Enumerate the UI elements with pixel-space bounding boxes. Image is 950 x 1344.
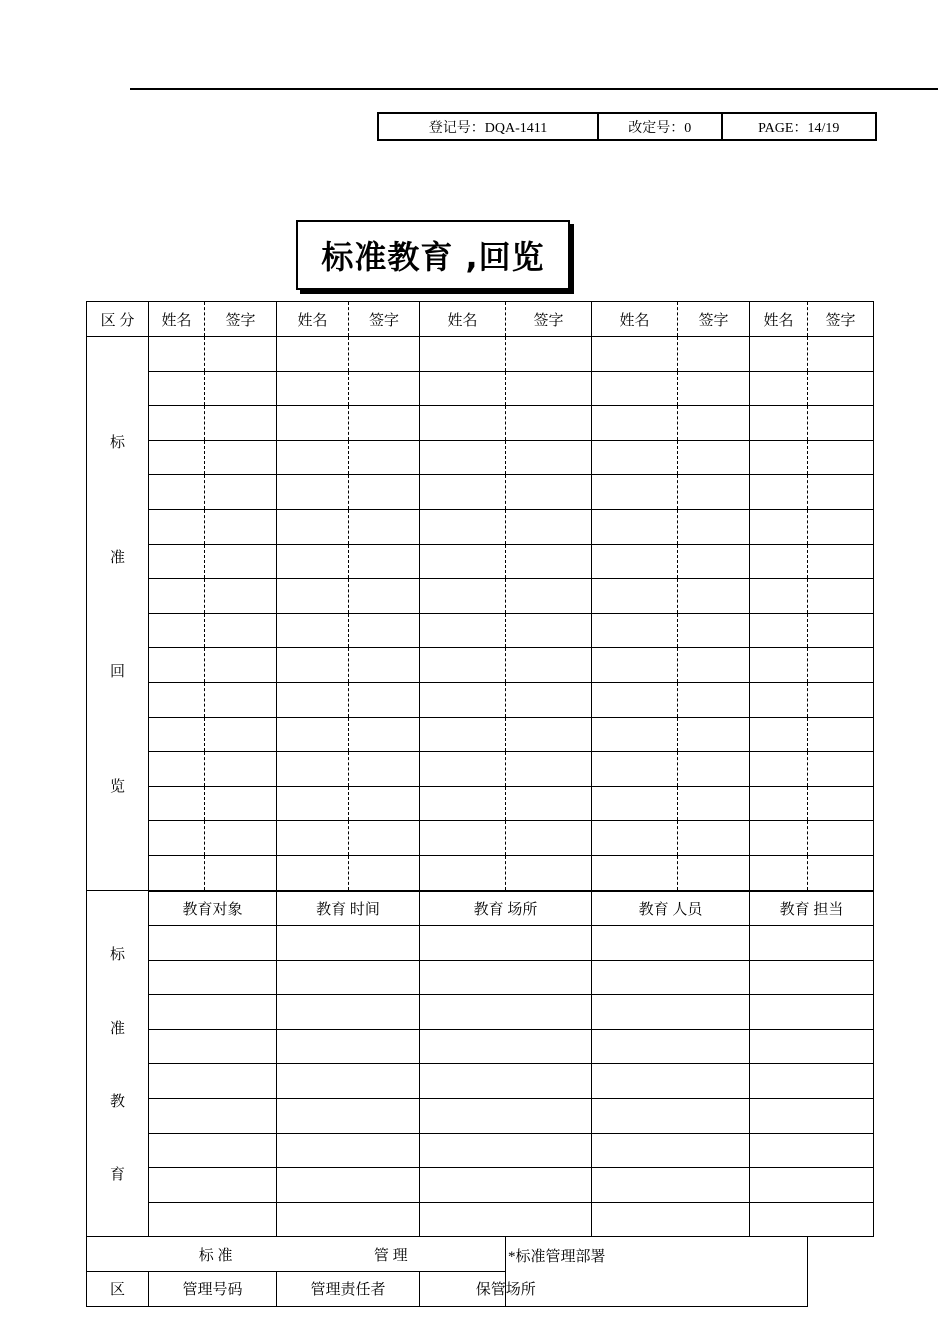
education-cell[interactable] [420,995,592,1030]
name-cell[interactable] [149,337,205,372]
name-column-header: 姓名 [420,302,506,337]
signature-cell[interactable] [808,752,874,787]
name-cell[interactable] [149,648,205,683]
education-column-header: 教育对象 [149,891,277,926]
signature-cell[interactable] [205,786,277,821]
review-row [87,371,874,406]
management-heading: 管 理 [277,1237,506,1272]
signature-cell[interactable] [506,579,592,614]
review-row [87,509,874,544]
signature-cell[interactable] [808,337,874,372]
signature-cell[interactable] [678,509,750,544]
education-cell[interactable] [420,1064,592,1099]
page-number: PAGE：14/19 [722,113,876,140]
signature-cell[interactable] [349,821,420,856]
education-cell[interactable] [592,995,750,1030]
label-char: 教 [109,1093,125,1110]
education-cell[interactable] [277,926,420,961]
vertical-label [87,891,148,1236]
name-cell[interactable] [277,752,349,787]
signature-cell[interactable] [205,717,277,752]
name-cell[interactable] [750,371,808,406]
name-cell[interactable] [277,717,349,752]
education-cell[interactable] [750,1133,874,1168]
name-cell[interactable] [592,648,678,683]
signature-cell[interactable] [349,406,420,441]
name-cell[interactable] [420,682,506,717]
signature-cell[interactable] [808,682,874,717]
education-cell[interactable] [149,1064,277,1099]
header-rule [130,88,938,90]
review-form-table [86,301,874,1307]
signature-cell[interactable] [808,613,874,648]
signature-cell[interactable] [205,475,277,510]
education-cell[interactable] [149,1133,277,1168]
name-cell[interactable] [592,440,678,475]
name-cell[interactable] [277,509,349,544]
review-row [87,579,874,614]
education-cell[interactable] [750,960,874,995]
signature-cell[interactable] [349,786,420,821]
signature-cell[interactable] [506,821,592,856]
name-cell[interactable] [750,544,808,579]
education-row [87,1202,874,1237]
name-cell[interactable] [592,821,678,856]
name-cell[interactable] [750,509,808,544]
label-char: 标 [109,434,125,451]
education-cell[interactable] [592,1133,750,1168]
signature-cell[interactable] [349,752,420,787]
education-cell[interactable] [750,995,874,1030]
education-cell[interactable] [750,1099,874,1134]
signature-cell[interactable] [506,682,592,717]
education-cell[interactable] [277,995,420,1030]
document-meta-table [377,112,877,141]
name-cell[interactable] [277,406,349,441]
education-column-header: 教育 时间 [277,891,420,926]
education-cell[interactable] [592,1064,750,1099]
signature-cell[interactable] [205,613,277,648]
signature-cell[interactable] [349,648,420,683]
signature-cell[interactable] [205,440,277,475]
name-cell[interactable] [277,855,349,890]
education-cell[interactable] [592,960,750,995]
row-label: 区 [87,1272,149,1307]
education-cell[interactable] [750,1064,874,1099]
education-row [87,1099,874,1134]
revision-number: 改定号：0 [598,113,722,140]
education-cell[interactable] [592,1168,750,1203]
name-cell[interactable] [277,786,349,821]
name-cell[interactable] [750,717,808,752]
signature-cell[interactable] [349,509,420,544]
signature-cell[interactable] [506,613,592,648]
name-cell[interactable] [149,544,205,579]
education-cell[interactable] [420,1202,592,1237]
signature-cell[interactable] [349,337,420,372]
signature-cell[interactable] [808,717,874,752]
name-cell[interactable] [149,786,205,821]
education-cell[interactable] [420,926,592,961]
name-cell[interactable] [149,752,205,787]
name-cell[interactable] [750,821,808,856]
education-cell[interactable] [592,1099,750,1134]
name-cell[interactable] [750,613,808,648]
name-cell[interactable] [420,475,506,510]
signature-column-header: 签字 [506,302,592,337]
page-title: 标准教育 ,回览 [296,220,570,290]
signature-cell[interactable] [506,786,592,821]
name-cell[interactable] [149,371,205,406]
education-cell[interactable] [750,1168,874,1203]
signature-cell[interactable] [678,440,750,475]
standard-heading: 标 准 [87,1237,277,1272]
education-cell[interactable] [149,1029,277,1064]
signature-cell[interactable] [506,544,592,579]
education-cell[interactable] [149,960,277,995]
education-cell[interactable] [750,926,874,961]
title-block [296,220,570,290]
registration-number: 登记号：DQA-1411 [378,113,598,140]
name-cell[interactable] [420,648,506,683]
signature-column-header: 签字 [808,302,874,337]
management-column-header: 管理号码 [149,1272,277,1307]
education-row [87,1168,874,1203]
review-row [87,821,874,856]
signature-cell[interactable] [808,371,874,406]
signature-column-header: 签字 [205,302,277,337]
review-row [87,786,874,821]
education-cell[interactable] [592,926,750,961]
name-cell[interactable] [592,475,678,510]
vertical-label [87,337,148,890]
signature-cell[interactable] [506,717,592,752]
name-cell[interactable] [277,648,349,683]
name-cell[interactable] [420,821,506,856]
name-cell[interactable] [420,509,506,544]
education-cell[interactable] [149,1099,277,1134]
signature-cell[interactable] [205,579,277,614]
signature-cell[interactable] [349,475,420,510]
signature-cell[interactable] [808,509,874,544]
name-cell[interactable] [592,682,678,717]
name-cell[interactable] [592,717,678,752]
review-row [87,406,874,441]
name-cell[interactable] [420,717,506,752]
name-cell[interactable] [149,717,205,752]
signature-cell[interactable] [506,855,592,890]
name-cell[interactable] [750,855,808,890]
management-column-header: 保管场所 [420,1272,592,1307]
name-cell[interactable] [420,786,506,821]
signature-cell[interactable] [506,475,592,510]
label-char: 准 [109,549,125,566]
signature-cell[interactable] [506,509,592,544]
signature-cell[interactable] [678,821,750,856]
education-cell[interactable] [592,1029,750,1064]
education-cell[interactable] [277,1168,420,1203]
signature-cell[interactable] [349,682,420,717]
signature-cell[interactable] [205,406,277,441]
name-cell[interactable] [420,752,506,787]
signature-cell[interactable] [205,337,277,372]
education-cell[interactable] [420,1168,592,1203]
education-column-header: 教育 场所 [420,891,592,926]
name-cell[interactable] [420,613,506,648]
name-cell[interactable] [750,786,808,821]
name-cell[interactable] [277,337,349,372]
signature-cell[interactable] [678,682,750,717]
name-cell[interactable] [420,337,506,372]
name-cell[interactable] [592,406,678,441]
review-row [87,613,874,648]
education-cell[interactable] [750,1029,874,1064]
education-cell[interactable] [420,1099,592,1134]
signature-cell[interactable] [506,440,592,475]
name-cell[interactable] [420,579,506,614]
name-cell[interactable] [277,613,349,648]
name-column-header: 姓名 [592,302,678,337]
name-cell[interactable] [277,475,349,510]
education-cell[interactable] [420,1133,592,1168]
label-char: 览 [109,779,125,796]
signature-cell[interactable] [349,440,420,475]
name-column-header: 姓名 [277,302,349,337]
signature-cell[interactable] [349,371,420,406]
name-column-header: 姓名 [149,302,205,337]
name-cell[interactable] [149,509,205,544]
name-cell[interactable] [420,371,506,406]
signature-cell[interactable] [808,440,874,475]
signature-column-header: 签字 [678,302,750,337]
review-row [87,752,874,787]
name-cell[interactable] [420,406,506,441]
education-column-header: 教育 担当 [750,891,874,926]
name-cell[interactable] [592,371,678,406]
signature-cell[interactable] [678,544,750,579]
education-row [87,960,874,995]
name-cell[interactable] [592,544,678,579]
name-cell[interactable] [277,682,349,717]
signature-cell[interactable] [678,717,750,752]
name-cell[interactable] [277,579,349,614]
name-cell[interactable] [592,337,678,372]
name-cell[interactable] [149,406,205,441]
education-row [87,926,874,961]
section-label-education [87,891,149,1237]
education-row [87,1064,874,1099]
education-cell[interactable] [149,926,277,961]
name-cell[interactable] [420,440,506,475]
education-cell[interactable] [277,1064,420,1099]
education-row [87,1133,874,1168]
signature-cell[interactable] [506,648,592,683]
review-row [87,717,874,752]
signature-cell[interactable] [349,855,420,890]
name-cell[interactable] [149,440,205,475]
name-cell[interactable] [750,406,808,441]
signature-cell[interactable] [349,717,420,752]
signature-cell[interactable] [205,855,277,890]
signature-cell[interactable] [205,371,277,406]
name-cell[interactable] [149,475,205,510]
name-cell[interactable] [149,682,205,717]
signature-cell[interactable] [808,821,874,856]
signature-cell[interactable] [506,406,592,441]
education-row [87,995,874,1030]
education-cell[interactable] [420,1029,592,1064]
review-row [87,544,874,579]
name-cell[interactable] [750,440,808,475]
education-cell[interactable] [149,1168,277,1203]
signature-cell[interactable] [808,786,874,821]
education-cell[interactable] [592,1202,750,1237]
name-cell[interactable] [592,855,678,890]
education-cell[interactable] [149,1202,277,1237]
name-cell[interactable] [592,509,678,544]
label-char: 回 [109,664,125,681]
signature-cell[interactable] [205,821,277,856]
education-cell[interactable] [277,1099,420,1134]
name-cell[interactable] [277,821,349,856]
signature-cell[interactable] [678,786,750,821]
name-cell[interactable] [149,855,205,890]
review-row [87,440,874,475]
signature-cell[interactable] [205,648,277,683]
signature-cell[interactable] [678,855,750,890]
management-department: *标准管理部署 [506,1237,808,1306]
signature-cell[interactable] [678,371,750,406]
education-cell[interactable] [277,1133,420,1168]
signature-cell[interactable] [205,544,277,579]
signature-cell[interactable] [349,579,420,614]
section-label-review [87,337,149,891]
signature-cell[interactable] [808,406,874,441]
review-row [87,682,874,717]
management-column-header: 管理责任者 [277,1272,420,1307]
signature-cell[interactable] [205,509,277,544]
signature-cell[interactable] [349,613,420,648]
review-row [87,855,874,890]
signature-column-header: 签字 [349,302,420,337]
name-cell[interactable] [149,821,205,856]
education-cell[interactable] [277,1029,420,1064]
name-cell[interactable] [592,786,678,821]
signature-cell[interactable] [678,579,750,614]
signature-cell[interactable] [808,648,874,683]
education-cell[interactable] [149,995,277,1030]
signature-cell[interactable] [205,752,277,787]
signature-cell[interactable] [678,752,750,787]
education-column-header: 教育 人员 [592,891,750,926]
signature-cell[interactable] [678,648,750,683]
name-cell[interactable] [149,579,205,614]
review-row [87,648,874,683]
signature-cell[interactable] [205,682,277,717]
label-char: 育 [109,1167,125,1184]
name-cell[interactable] [592,752,678,787]
name-cell[interactable] [592,579,678,614]
name-column-header: 姓名 [750,302,808,337]
signature-cell[interactable] [808,544,874,579]
education-cell[interactable] [277,1202,420,1237]
education-cell[interactable] [750,1202,874,1237]
review-row [87,475,874,510]
signature-cell[interactable] [808,855,874,890]
education-row [87,1029,874,1064]
name-cell[interactable] [277,440,349,475]
education-cell[interactable] [277,960,420,995]
education-cell[interactable] [420,960,592,995]
name-cell[interactable] [750,648,808,683]
signature-cell[interactable] [506,337,592,372]
signature-cell[interactable] [506,752,592,787]
signature-cell[interactable] [349,544,420,579]
signature-cell[interactable] [678,475,750,510]
label-char: 标 [109,947,125,964]
name-cell[interactable] [750,682,808,717]
name-cell[interactable] [592,613,678,648]
name-cell[interactable] [420,855,506,890]
category-header: 区 分 [87,302,149,337]
name-cell[interactable] [277,371,349,406]
name-cell[interactable] [750,752,808,787]
review-row [87,337,874,372]
signature-cell[interactable] [808,579,874,614]
label-char: 准 [109,1020,125,1037]
signature-cell[interactable] [506,371,592,406]
signature-cell[interactable] [678,337,750,372]
name-cell[interactable] [149,613,205,648]
signature-cell[interactable] [678,406,750,441]
name-cell[interactable] [750,579,808,614]
name-cell[interactable] [750,337,808,372]
name-cell[interactable] [750,475,808,510]
name-cell[interactable] [277,544,349,579]
signature-cell[interactable] [808,475,874,510]
name-cell[interactable] [420,544,506,579]
signature-cell[interactable] [678,613,750,648]
